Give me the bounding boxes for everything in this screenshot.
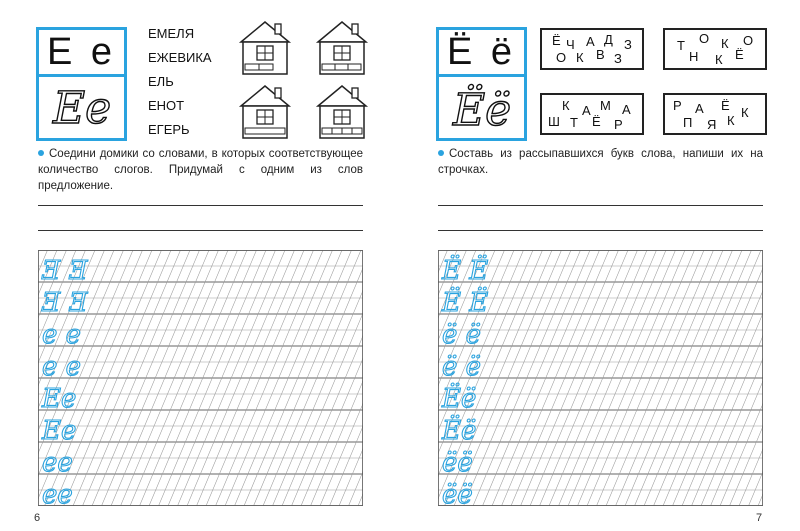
tile-letter: В — [596, 47, 605, 62]
practice-letter: Ее — [42, 416, 77, 446]
tile-letter: А — [582, 103, 591, 118]
letter-yo-box — [436, 27, 527, 141]
writing-line — [38, 230, 363, 231]
word-item: ЕНОТ — [148, 98, 185, 113]
tile-letter: Р — [673, 98, 682, 113]
tile-letter: Т — [677, 38, 685, 53]
word-item: ЕЖЕВИКА — [148, 50, 212, 65]
letter-yo-script-text: Ёё — [453, 85, 512, 135]
tile-letter: К — [721, 36, 729, 51]
tile-letter: Ш — [548, 114, 560, 129]
tile-letter: Ё — [592, 114, 601, 129]
practice-letter: Ее — [42, 384, 77, 414]
instruction-right — [438, 146, 763, 178]
word-item: ЕЛЬ — [148, 74, 174, 89]
tile-letter: Д — [604, 32, 613, 47]
letter-tile[interactable] — [663, 28, 767, 70]
tile-letter: К — [562, 98, 570, 113]
tile-letter: Ё — [552, 33, 561, 48]
practice-letter: ее — [42, 448, 73, 478]
bullet-dot — [438, 150, 444, 156]
houses-group — [236, 18, 376, 143]
page-number: 6 — [34, 512, 41, 524]
letter-e-script-text: Ее — [53, 83, 112, 134]
letter-yo-print: Ё ё — [439, 30, 524, 77]
tile-letter: О — [556, 50, 567, 65]
tile-letter: О — [743, 33, 754, 48]
practice-letter: Ǝ Ǝ — [42, 256, 89, 286]
instruction-left — [38, 146, 363, 194]
tile-letter: М — [600, 98, 611, 113]
letter-e-print: Е е — [39, 30, 124, 77]
tile-letter: А — [586, 34, 595, 49]
word-list — [148, 22, 212, 142]
writing-line — [438, 230, 763, 231]
tile-letter: Т — [570, 115, 578, 130]
practice-grid-left[interactable] — [38, 250, 363, 506]
word-item: ЕГЕРЬ — [148, 122, 190, 137]
tile-letter: Я — [707, 117, 717, 132]
practice-letter: ёё — [442, 448, 473, 478]
tile-letter: Ё — [735, 47, 744, 62]
tile-letter: К — [741, 105, 749, 120]
practice-grid-right[interactable] — [438, 250, 763, 506]
tile-letter: К — [576, 50, 584, 65]
instruction-text: Составь из рассыпавшихся букв слова, напиши их на строчках. — [438, 148, 763, 176]
house-icon[interactable] — [318, 86, 366, 138]
tile-letter: З — [624, 37, 632, 52]
tile-letter: Н — [689, 49, 699, 64]
practice-letter: Ёё — [442, 384, 477, 414]
word-item: ЕМЕЛЯ — [148, 26, 195, 41]
letter-yo-script — [439, 77, 524, 138]
tile-letter: А — [622, 102, 631, 117]
practice-letter: Ёё — [442, 416, 477, 446]
writing-line — [38, 205, 363, 206]
bullet-dot — [38, 150, 44, 156]
house-icon[interactable] — [241, 22, 289, 74]
practice-letter: е е — [42, 352, 82, 382]
letter-tile[interactable] — [663, 93, 767, 135]
letter-tile[interactable] — [540, 28, 644, 70]
practice-letter: ё ё — [442, 320, 482, 350]
letter-e-script — [39, 77, 124, 138]
tile-letter: Ч — [566, 37, 575, 52]
practice-letter: е е — [42, 320, 82, 350]
practice-letter: Ǝ Ǝ — [42, 288, 89, 318]
tile-letter: К — [727, 113, 735, 128]
practice-letter: ё ё — [442, 352, 482, 382]
house-icon[interactable] — [241, 86, 289, 138]
instruction-text: Соедини домики со словами, в которых соответствующее количество слогов. Придумай с одним из слов предложение. — [38, 148, 363, 192]
letter-e-box — [36, 27, 127, 141]
practice-letter: Ё Ё — [442, 256, 489, 286]
tile-letter: А — [695, 101, 704, 116]
writing-line — [438, 205, 763, 206]
letter-tile[interactable] — [540, 93, 644, 135]
practice-letter: ее — [42, 480, 73, 506]
tile-letter: З — [614, 51, 622, 66]
practice-letter: ёё — [442, 480, 473, 506]
tile-letter: Р — [614, 117, 623, 132]
practice-letter: Ё Ё — [442, 288, 489, 318]
tile-letter: О — [699, 31, 710, 46]
page-number: 7 — [756, 512, 763, 524]
tile-letter: П — [683, 115, 693, 130]
tile-letter: К — [715, 52, 723, 67]
house-icon[interactable] — [318, 22, 366, 74]
tile-letter: Ё — [721, 98, 730, 113]
